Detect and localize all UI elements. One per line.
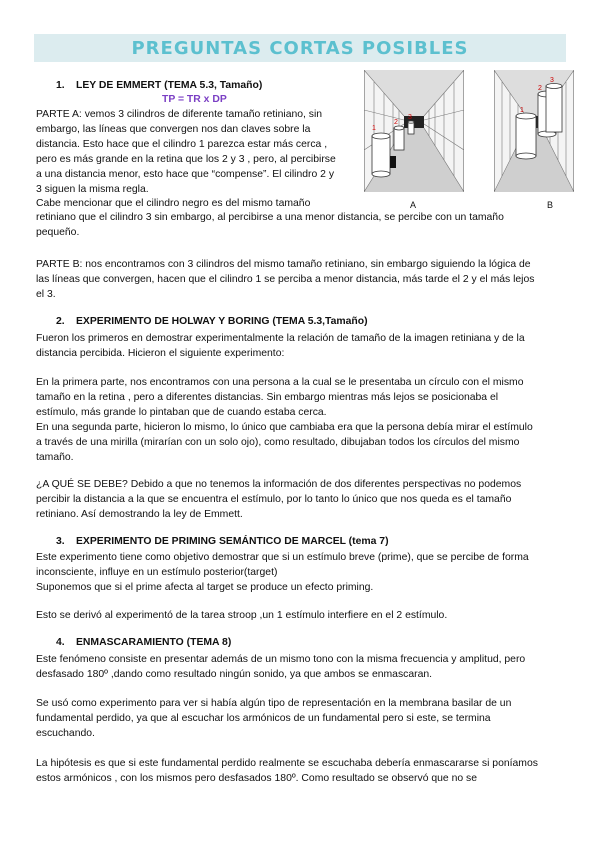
cylinder-1 [372,133,390,177]
cylinder-1 [516,113,536,159]
text-line: estos armónicos , con los mismos pero desfasados 180º. Como resultado se observó que no se [36,773,478,784]
text-line: PARTE B: nos encontramos con 3 cilindros del mismo tamaño retiniano, sin embargo siguiendo la lógica de [36,259,531,270]
section-title: LEY DE EMMERT (TEMA 5.3, Tamaño) [76,80,263,91]
text-line: ¿A QUÉ SE DEBE? Debido a que no tenemos la información de dos diferentes perspectivas no podemos [36,479,522,490]
text-line: desfasado 180º ,dando como resultado ningún sonido, ya que ambos se enmascaran. [36,669,433,680]
section-2-heading [56,316,368,327]
text-line: PARTE A: vemos 3 cilindros de diferente tamaño retiniano, sin [36,109,323,120]
text-line: Se usó como experimento para ver si había algún tipo de representación en la membrana basilar de un [36,698,512,709]
text-line: fundamental perdido, ya que al escuchar los armónicos de un fundamental pero si este, se termina [36,713,491,724]
section-number: 2. [56,316,65,327]
text-line: a una distancia menor, esto hace que “compense”. El cilindro 2 y [36,169,335,180]
section-3-heading [56,536,389,547]
black-cylinder [390,156,396,168]
section-title: EXPERIMENTO DE HOLWAY Y BORING (TEMA 5.3,Tamaño) [76,316,368,327]
title-banner [34,34,566,62]
text-line: Fueron los primeros en demostrar experimentalmente la relación de tamaño de la imagen retiniana y de la [36,333,525,344]
text-line: inconsciente, influye en un estímulo posterior(target) [36,567,278,578]
section-number: 1. [56,80,65,91]
page-title: PREGUNTAS CORTAS POSIBLES [131,37,469,59]
section-title: EXPERIMENTO DE PRIMING SEMÁNTICO DE MARCEL (tema 7) [76,536,389,547]
figure-b-label: B [547,200,554,210]
text-line: tamaño. [36,452,74,463]
text-line: estímulo, más grande lo pintaban que de cuando estaba cerca. [36,407,327,418]
cylinder-label-1: 1 [520,107,524,114]
text-line: el 3. [36,289,56,300]
section-1-heading [56,80,262,91]
text-line: retiniano que el cilindro 3 sin embargo, al percibirse a una menor distancia, se percibe con un tamaño [36,212,504,223]
text-line: tamaño en la retina , pero a diferentes distancias. Sin embargo mientras más lejos se posicionaba el [36,392,499,403]
text-line: distancia percibida. Hicieron el siguiente experimento: [36,348,285,359]
cylinder-3 [408,121,414,134]
corridor-figure-a [364,70,464,192]
text-line: La hipótesis es que si este fundamental perdido realmente se escuchaba debería enmascararse si poníamos [36,758,538,769]
text-line: Suponemos que si el prime afecta al target se produce un efecto priming. [36,582,374,593]
cylinder-label-3: 3 [550,77,554,84]
text-line: Este fenómeno consiste en presentar además de un mismo tono con la misma frecuencia y amplitud, pero [36,654,526,665]
text-line: En la primera parte, nos encontramos con una persona a la cual se le presentaba un círculo con el mismo [36,377,524,388]
text-line: 3 siguen la misma regla. [36,184,149,195]
corridor-figure-b [494,70,574,192]
cylinder-label-1: 1 [372,125,376,132]
section-number: 3. [56,536,65,547]
text-line: retiniano. Así demostrando la ley de Emmett. [36,509,243,520]
text-line: escuchando. [36,728,95,739]
text-line: Esto se derivó al experimentó de la tarea stroop ,un 1 estímulo interfiere en el 2 estímulo. [36,610,448,621]
cylinder-label-3: 3 [408,114,412,121]
section-4-heading [56,637,231,648]
section-title: ENMASCARAMIENTO (TEMA 8) [76,637,232,648]
section-number: 4. [56,637,65,648]
text-line: pequeño. [36,227,80,238]
text-line: embargo, las líneas que convergen nos dan claves sobre la [36,124,311,135]
text-line: pero es más grande en la retina que los 2 y 3 , pero, al percibirse [36,154,336,165]
figure-a-label: A [410,200,417,210]
text-line: a través de una mirilla (mirarían con un solo ojo), como resultado, dibujaban todos los círculos del mismo [36,437,520,448]
text-line: Este experimento tiene como objetivo demostrar que si un estímulo breve (prime), que se percibe de forma [36,552,529,563]
text-line: distancia. Esto hace que el cilindro 1 parezca estar más cerca , [36,139,328,150]
cylinder-3 [546,84,562,133]
text-line: Cabe mencionar que el cilindro negro es del mismo tamaño [36,198,311,209]
text-line: En una segunda parte, hicieron lo mismo, lo único que cambiaba era que la persona debía mirar el estímulo [36,422,533,433]
cylinder-label-2: 2 [538,85,542,92]
cylinder-label-2: 2 [394,119,398,126]
cylinder-2 [394,126,404,150]
formula: TP = TR x DP [162,94,227,105]
text-line: percibir la distancia a la que se encuentra el estímulo, por lo tanto lo único que nos queda es el tamaño [36,494,512,505]
text-line: las líneas que convergen, hacen que el cilindro 1 se perciba a menor distancia, más tarde el 2 y el más lejos [36,274,535,285]
